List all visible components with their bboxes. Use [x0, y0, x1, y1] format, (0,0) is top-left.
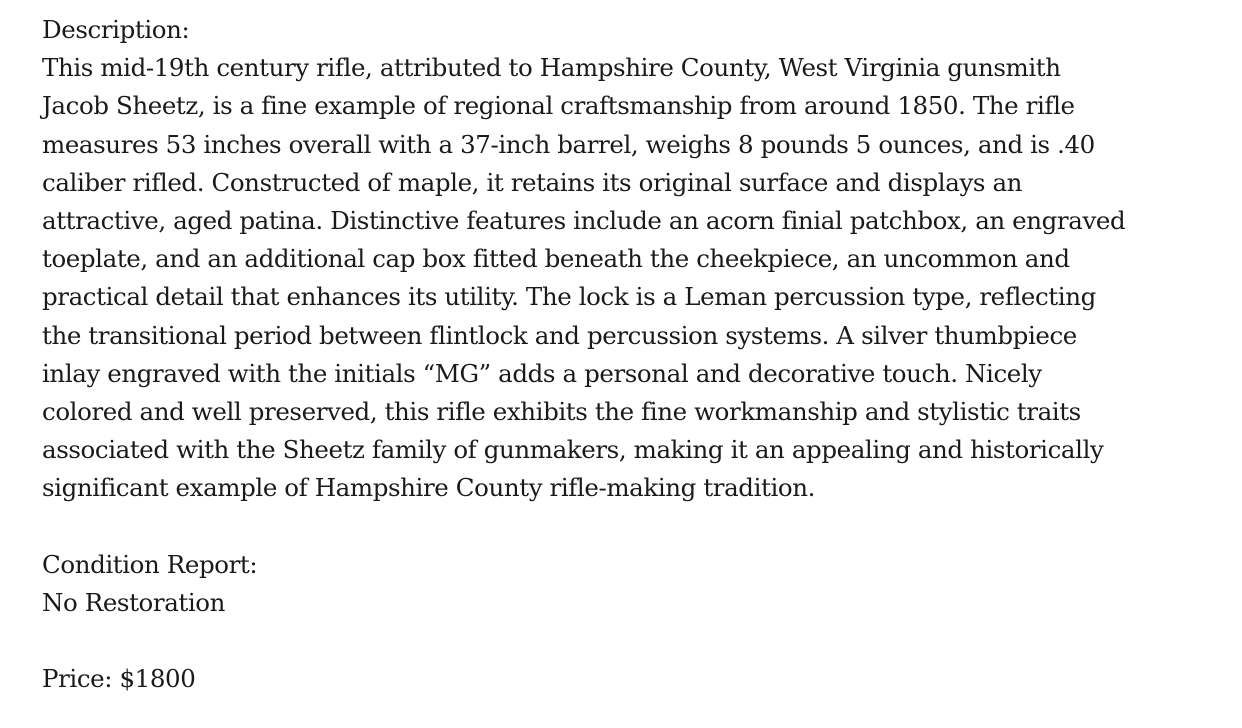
condition-label: Condition Report: [42, 549, 258, 579]
description-line: toeplate, and an additional cap box fitted beneath the cheekpiece, an uncommon and [42, 244, 1070, 274]
description-line: the transitional period between flintlock and percussion systems. A silver thumbpiece [42, 320, 1077, 350]
description-line: colored and well preserved, this rifle exhibits the fine workmanship and stylistic traits [42, 397, 1081, 427]
description-line: measures 53 inches overall with a 37-inch barrel, weighs 8 pounds 5 ounces, and is .40 [42, 129, 1095, 159]
description-text [42, 49, 1232, 507]
description-line: attractive, aged patina. Distinctive features include an acorn finial patchbox, an engraved [42, 206, 1126, 236]
description-line: inlay engraved with the initials “MG” adds a personal and decorative touch. Nicely [42, 358, 1042, 388]
description-line: caliber rifled. Constructed of maple, it retains its original surface and displays an [42, 167, 1023, 197]
description-line: This mid-19th century rifle, attributed to Hampshire County, West Virginia gunsmith [42, 53, 1061, 83]
description-label: Description: [42, 15, 190, 44]
description-line: Jacob Sheetz, is a fine example of regional craftsmanship from around 1850. The rifle [42, 91, 1075, 121]
description-line: associated with the Sheetz family of gunmakers, making it an appealing and historically [42, 435, 1104, 465]
condition-value: No Restoration [42, 588, 226, 618]
spacer [42, 508, 1232, 546]
description-line: practical detail that enhances its utility. The lock is a Leman percussion type, reflecting [42, 282, 1096, 312]
listing-document [42, 11, 1232, 699]
spacer [42, 622, 1232, 660]
description-line: significant example of Hampshire County rifle-making tradition. [42, 473, 816, 503]
price: Price: $1800 [42, 664, 196, 694]
